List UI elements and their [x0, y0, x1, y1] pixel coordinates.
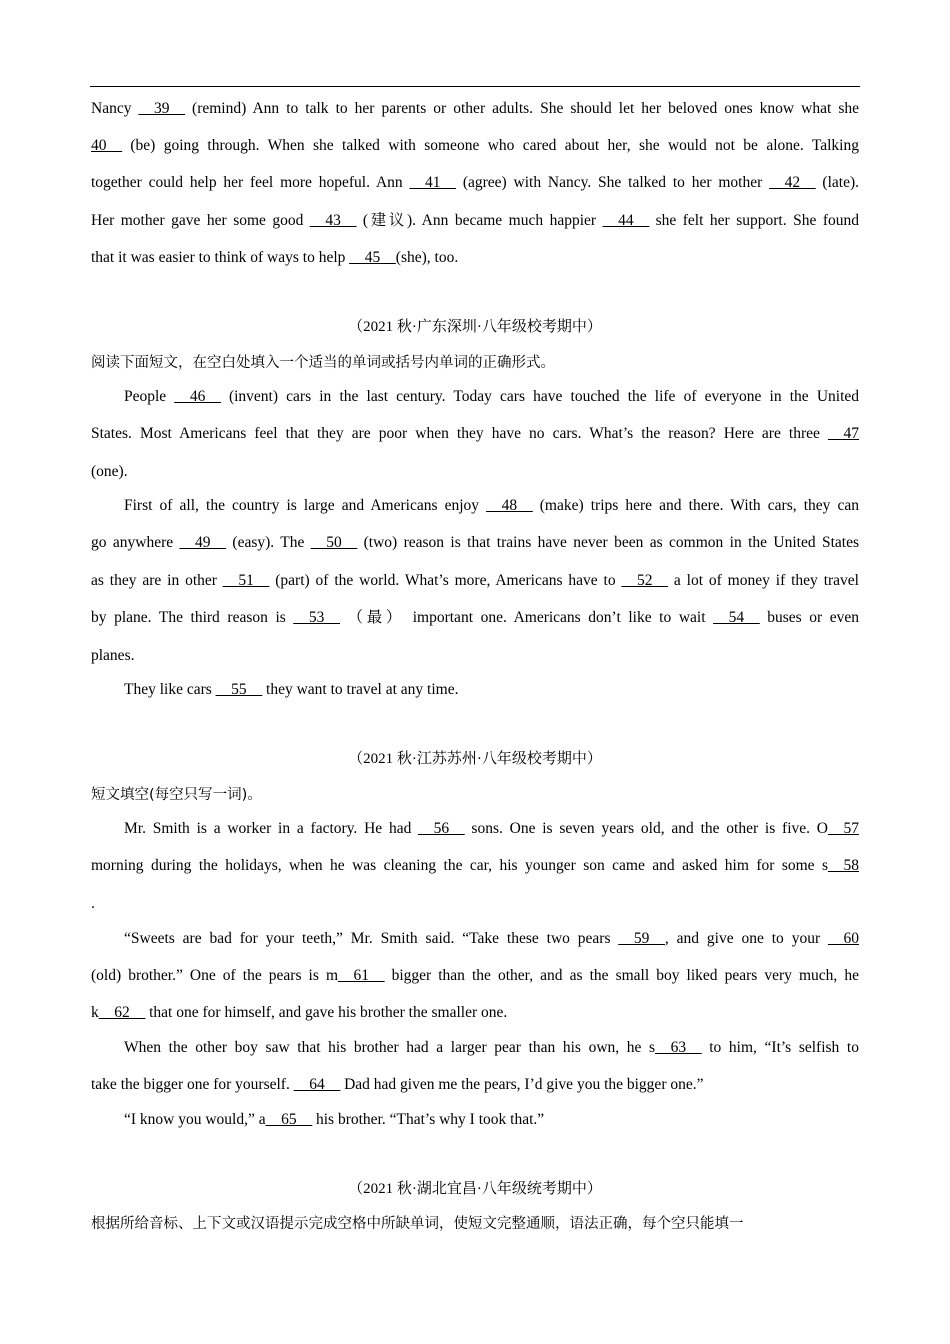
blank-40: 40__ [91, 137, 122, 154]
passage3-line-9: “I know you would,” a__65__ his brother. “That’s why I took that.” [124, 1111, 545, 1128]
passage1-line-1: Nancy __39__ (remind) Ann to talk to her parents or other adults. She should let her beloved ones know what she [91, 100, 860, 117]
source-label-2: （2021 秋·广东深圳·八年级校考期中） [348, 319, 602, 335]
source-label-4: （2021 秋·湖北宜昌·八年级统考期中） [348, 1181, 602, 1197]
blank-65: __65__ [265, 1111, 313, 1128]
blank-64: __64__ [293, 1076, 341, 1093]
blank-56: __56__ [418, 820, 465, 837]
blank-49: __49__ [179, 534, 227, 551]
passage2-line-7: by plane. The third reason is __53__ （最） important one. Americans don’t like to wait __54__ buses or even [91, 609, 860, 626]
passage2-line-9: They like cars __55__ they want to travel at any time. [124, 681, 459, 698]
passage1-line-3: together could help her feel more hopeful. Ann __41__ (agree) with Nancy. She talked to her mother __42__ (late). [91, 174, 859, 191]
passage3-line-4: “Sweets are bad for your teeth,” Mr. Smith said. “Take these two pears __59__, and give one to your __60 [124, 930, 859, 947]
blank-44: __44__ [602, 212, 650, 229]
passage3-line-2: morning during the holidays, when he was cleaning the car, his younger son came and asked him for some s__58 [91, 857, 859, 874]
blank-41: __41__ [409, 174, 456, 191]
passage2-line-3: (one). [91, 463, 128, 480]
blank-60: __60 [828, 930, 859, 947]
blank-63: __63__ [655, 1039, 702, 1056]
passage2-line-1: People __46__ (invent) cars in the last century. Today cars have touched the life of everyone in the United [124, 388, 860, 405]
passage3-line-5: (old) brother.” One of the pears is m__61__ bigger than the other, and as the small boy liked pears very much, he [91, 967, 859, 984]
passage3-line-6: k__62__ that one for himself, and gave his brother the smaller one. [91, 1004, 508, 1021]
blank-42: __42__ [769, 174, 816, 191]
passage2-line-2: States. Most Americans feel that they are poor when they have no cars. What’s the reason? Here are three __47 [91, 425, 859, 442]
blank-62: __62__ [98, 1004, 146, 1021]
blank-52: __52__ [621, 572, 668, 589]
blank-58: __58 [828, 857, 859, 874]
blank-55: __55__ [215, 681, 263, 698]
blank-51: __51__ [222, 572, 270, 589]
blank-50: __50__ [310, 534, 358, 551]
passage1-line-4: Her mother gave her some good __43__ (建议). Ann became much happier __44__ she felt her support. She found [91, 212, 859, 229]
instruction-4: 根据所给音标、上下文或汉语提示完成空格中所缺单词，使短文完整通顺，语法正确，每个空只能填一 [91, 1216, 744, 1232]
blank-45: __45__ [349, 249, 396, 266]
blank-61: __61__ [338, 967, 385, 984]
source-label-3: （2021 秋·江苏苏州·八年级校考期中） [348, 751, 602, 767]
blank-47: __47 [828, 425, 859, 442]
passage1-line-2: 40__ (be) going through. When she talked with someone who cared about her, she would not be alone. Talking [91, 137, 859, 154]
passage3-line-7: When the other boy saw that his brother had a larger pear than his own, he s__63__ to him, “It’s selfish to [124, 1039, 859, 1056]
passage2-line-6: as they are in other __51__ (part) of the world. What’s more, Americans have to __52__ a lot of money if they travel [91, 572, 859, 589]
passage1-line-5: that it was easier to think of ways to help __45__(she), too. [91, 249, 459, 266]
blank-48: __48__ [486, 497, 533, 514]
blank-54: __54__ [713, 609, 760, 626]
instruction-2: 阅读下面短文，在空白处填入一个适当的单词或括号内单词的正确形式。 [91, 355, 555, 371]
header-rule [90, 86, 860, 87]
passage3-line-3: . [91, 895, 95, 912]
blank-39: __39__ [138, 100, 185, 117]
blank-43: __43__ [309, 212, 357, 229]
blank-59: __59__ [618, 930, 665, 947]
passage2-line-8: planes. [91, 647, 135, 664]
blank-57: __57 [828, 820, 859, 837]
instruction-3: 短文填空(每空只写一词)。 [91, 787, 262, 803]
passage2-line-4: First of all, the country is large and Americans enjoy __48__ (make) trips here and there. With cars, they can [124, 497, 860, 514]
passage2-line-5: go anywhere __49__ (easy). The __50__ (two) reason is that trains have never been as common in the United States [91, 534, 860, 551]
passage3-line-1: Mr. Smith is a worker in a factory. He had __56__ sons. One is seven years old, and the other is five. O__57 [124, 820, 859, 837]
passage3-line-8: take the bigger one for yourself. __64__ Dad had given me the pears, I’d give you the bigger one.” [91, 1076, 704, 1093]
blank-46: __46__ [174, 388, 221, 405]
blank-53: __53__ [293, 609, 340, 626]
